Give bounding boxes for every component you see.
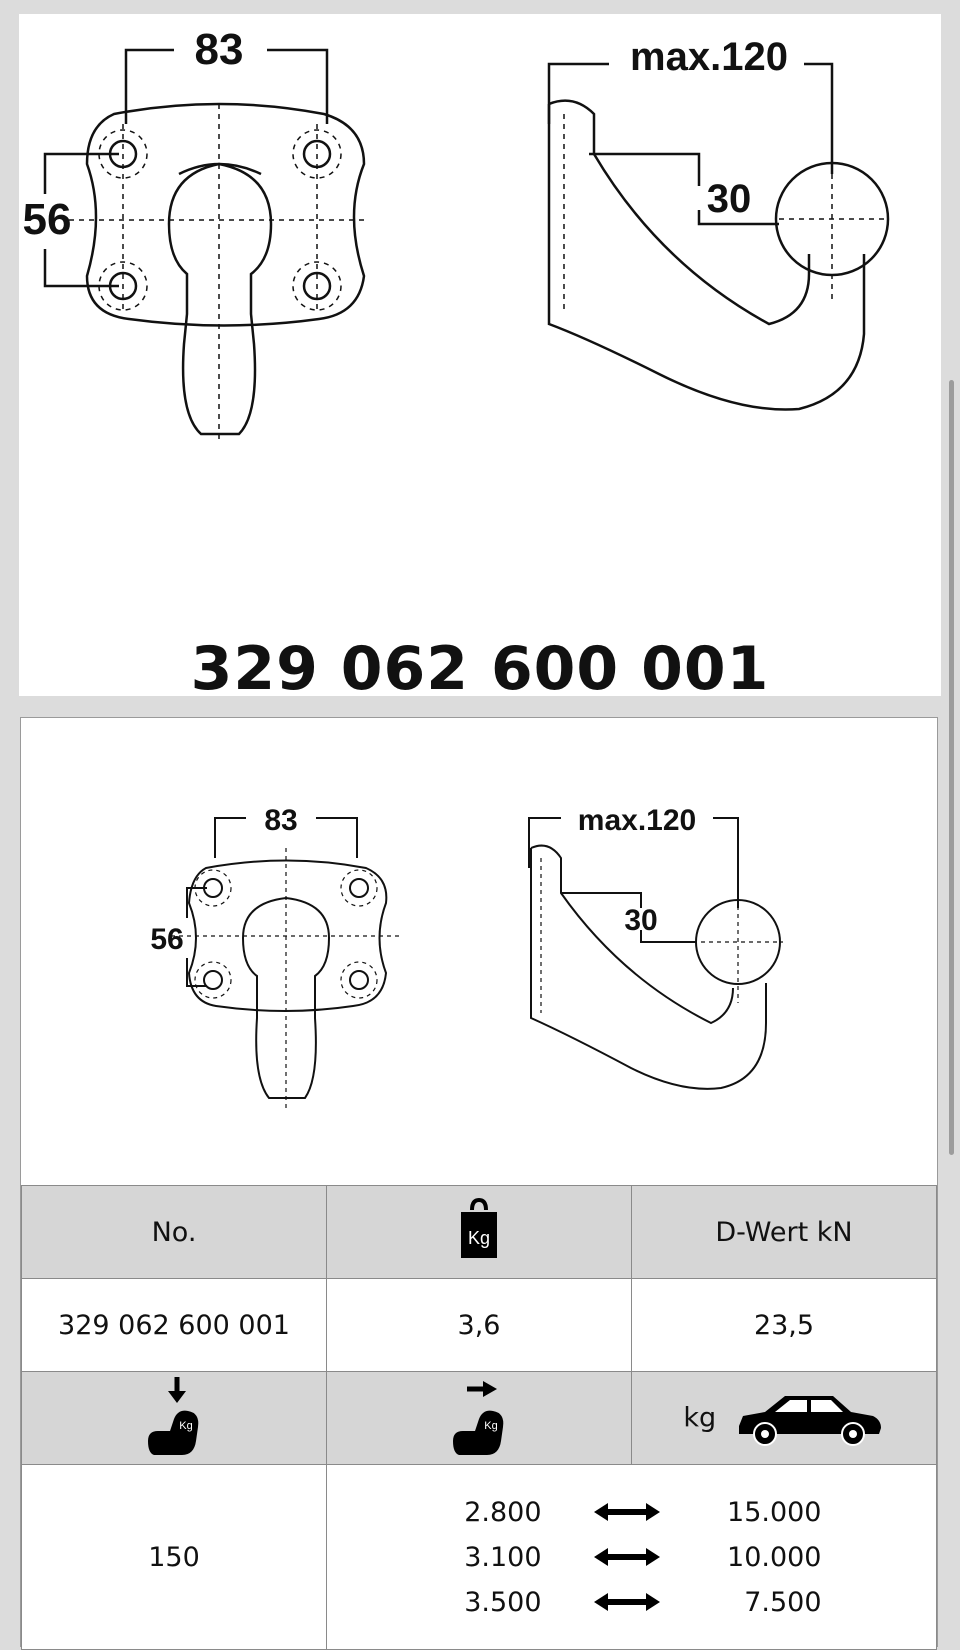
bottom-max-dim: max.120	[577, 804, 697, 837]
bottom-width-dim-line-left	[215, 818, 246, 858]
bottom-max-dim-line-left	[529, 818, 561, 868]
bottom-height-dim: 56	[150, 923, 184, 956]
top-drawing-card	[19, 14, 941, 704]
top-height-dim: 56	[22, 195, 72, 244]
vehicle-weight-cell	[632, 1372, 937, 1465]
vehicle-weight: 10.000	[727, 1541, 822, 1573]
rating-line	[442, 1535, 822, 1580]
trailer-load: 3.100	[464, 1541, 542, 1573]
svg-text:Kg: Kg	[484, 1419, 498, 1432]
trailer-vehicle-ratings	[327, 1465, 937, 1650]
bottom-technical-drawing	[21, 718, 937, 1178]
header-d-value: D-Wert kN	[632, 1186, 937, 1279]
ratings-list	[442, 1490, 822, 1625]
spec-header-row	[22, 1186, 937, 1279]
top-max-dim: max.120	[630, 35, 788, 79]
value-weight: 3,6	[327, 1279, 632, 1372]
spec-table	[21, 1185, 937, 1650]
svg-text:Kg: Kg	[179, 1419, 193, 1432]
bottom-max-dim-line-right	[713, 818, 738, 908]
scrollbar[interactable]	[949, 380, 954, 1155]
weight-kg-icon	[457, 1198, 501, 1260]
header-no: No.	[22, 1186, 327, 1279]
towing-load-cell	[327, 1372, 632, 1465]
top-max-dim-line-right	[804, 64, 832, 174]
header-weight	[327, 1186, 632, 1279]
bottom-drawing-card	[20, 717, 938, 1647]
car-icon	[735, 1388, 885, 1448]
double-arrow-icon	[542, 1502, 712, 1522]
load-icons-row	[22, 1372, 937, 1465]
top-ball-neck-outline	[169, 164, 271, 434]
top-height-dim-line-bottom	[45, 249, 119, 286]
bottom-width-dim: 83	[264, 804, 298, 837]
vertical-load-icon	[144, 1375, 204, 1455]
spec-values-row	[22, 1279, 937, 1372]
bottom-width-dim-line-right	[316, 818, 357, 858]
towing-load-icon	[449, 1375, 509, 1455]
vehicle-weight: 7.500	[744, 1586, 822, 1618]
rating-line	[442, 1580, 822, 1625]
top-height-dim-line-top	[45, 154, 119, 194]
trailer-load: 2.800	[464, 1496, 542, 1528]
top-width-dim-line-left	[126, 50, 174, 124]
top-width-dim: 83	[194, 25, 244, 74]
vertical-load-value: 150	[22, 1465, 327, 1650]
bottom-hook-outer	[531, 848, 766, 1089]
vehicle-weight: 15.000	[727, 1496, 822, 1528]
bottom-ball-dim: 30	[624, 904, 658, 937]
rating-line	[442, 1490, 822, 1535]
top-max-dim-line-left	[549, 64, 609, 124]
top-ball-dim-line-top	[589, 154, 699, 186]
svg-text:Kg: Kg	[467, 1227, 491, 1248]
top-plate-outline	[87, 104, 364, 326]
part-number-title: 329 062 600 001	[190, 634, 770, 704]
top-ball-dim: 30	[706, 177, 752, 221]
top-hook-inner	[549, 101, 809, 324]
trailer-load: 3.500	[464, 1586, 542, 1618]
top-hook-outer	[549, 104, 864, 410]
vertical-load-cell	[22, 1372, 327, 1465]
value-no: 329 062 600 001	[22, 1279, 327, 1372]
load-ratings-row	[22, 1465, 937, 1650]
double-arrow-icon	[542, 1547, 712, 1567]
double-arrow-icon	[542, 1592, 712, 1612]
value-d-value: 23,5	[632, 1279, 937, 1372]
vehicle-kg-label: kg	[683, 1402, 717, 1434]
top-technical-drawing	[19, 14, 941, 634]
